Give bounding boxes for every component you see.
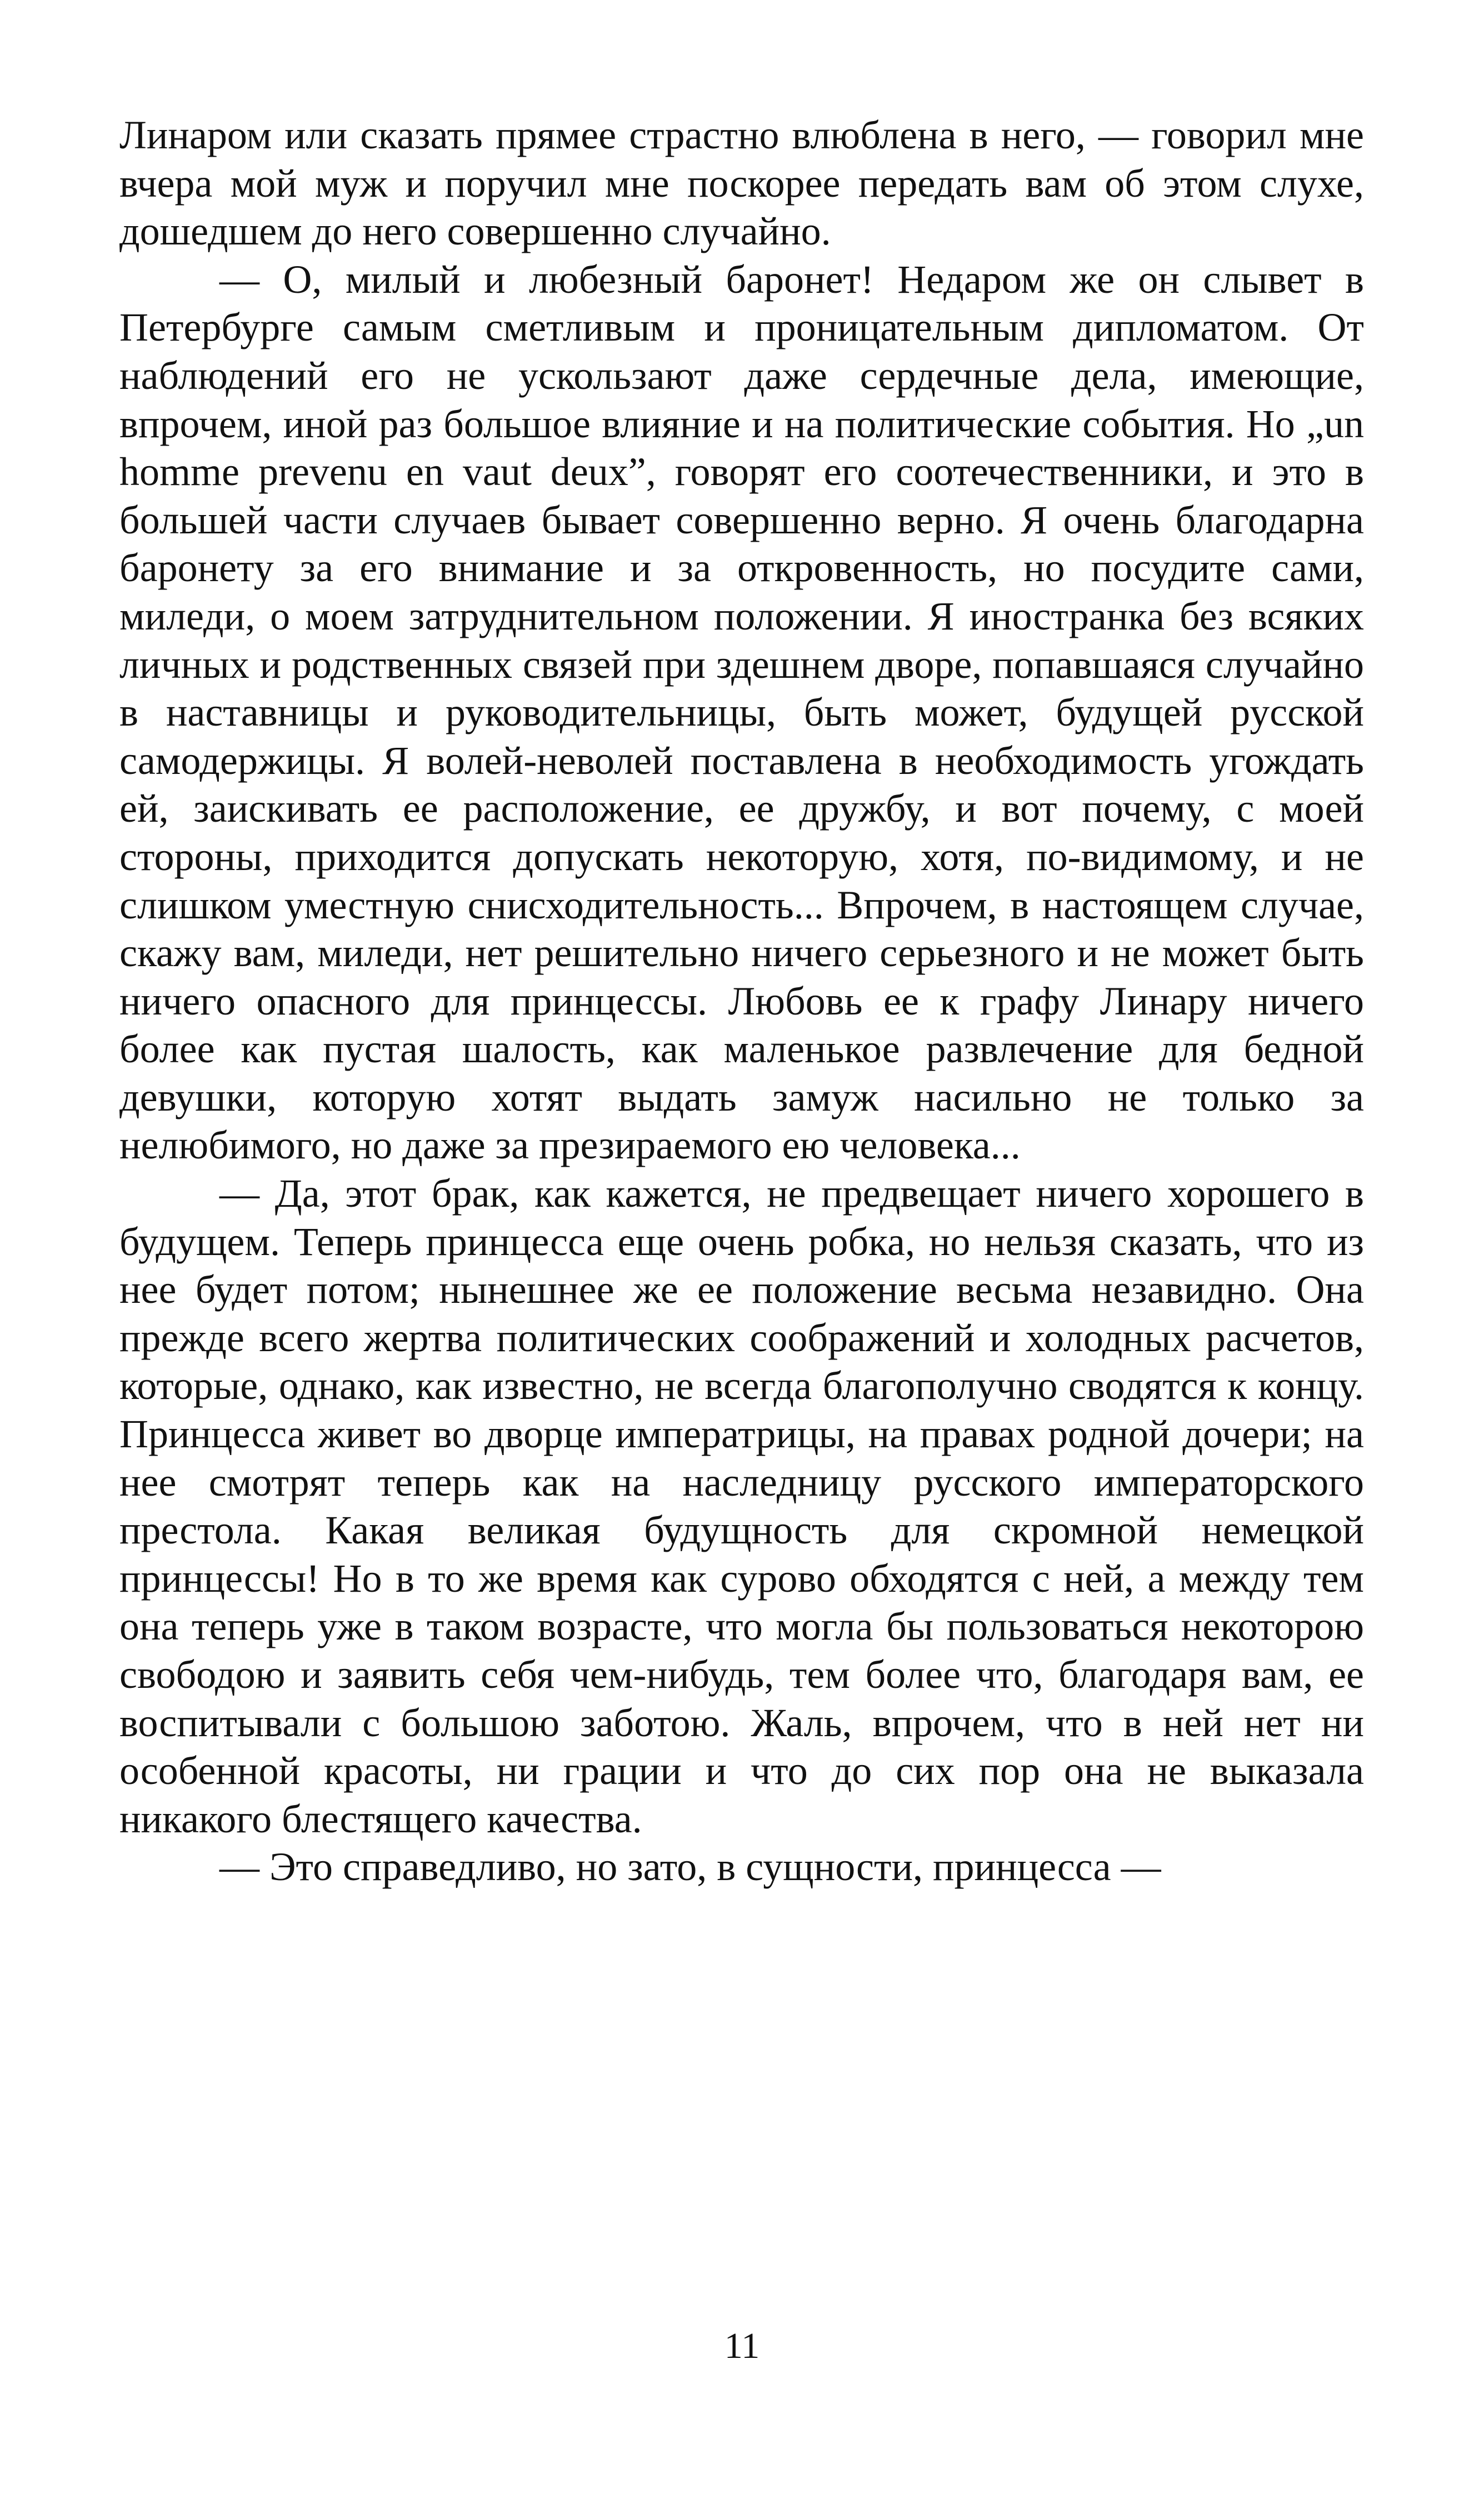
paragraph-3: — Да, этот брак, как кажется, не предвещает ничего хорошего в будущем. Теперь принцесса еще очень робка, но нельзя сказать, что из нее будет потом; нынешнее же ее положение весьма незавидно. Она прежде всего жертва политических соображений и холодных расчетов, которые, однако, как известно, не всегда благополучно сводятся к концу. Принцесса живет во дворце императрицы, на правах родной дочери; на нее смотрят теперь как на наследницу русского императорского престола. Какая великая будущность для скромной немецкой принцессы! Но в то же время как сурово обходятся с ней, а между тем она теперь уже в таком возрасте, что могла бы пользоваться некоторою свободою и заявить себя чем-нибудь, тем более что, благодаря вам, ее воспитывали с большою заботою. Жаль, впрочем, что в ней нет ни особенной красоты, ни грации и что до сих пор она не выказала никакого блестящего качества.	[119, 1171, 1364, 1841]
page-number: 11	[724, 2326, 760, 2366]
paragraph-1: Линаром или сказать прямее страстно влюблена в него, — говорил мне вчера мой муж и поручил мне поскорее передать вам об этом слухе, дошедшем до него совершенно случайно.	[119, 113, 1364, 254]
paragraph-2: — О, милый и любезный баронет! Недаром же он слывет в Петербурге самым сметливым и проницательным дипломатом. От наблюдений его не ускользают даже сердечные дела, имеющие, впрочем, иной раз большое влияние и на политические события. Но „un homme prevenu en vaut deux”, говорят его соотечественники, и это в большей части случаев бывает совершенно верно. Я очень благодарна баронету за его внимание и за откровенность, но посудите сами, миледи, о моем затруднительном положении. Я иностранка без всяких личных и родственных связей при здешнем дворе, попавшаяся случайно в наставницы и руководительницы, быть может, будущей русской самодержицы. Я волей-неволей поставлена в необходимость угождать ей, заискивать ее расположение, ее дружбу, и вот почему, с моей стороны, приходится допускать некоторую, хотя, по-видимому, и не слишком уместную снисходительность... Впрочем, в настоящем случае, скажу вам, миледи, нет решительно ничего серьезного и не может быть ничего опасного для принцессы. Любовь ее к графу Линару ничего более как пустая шалость, как маленькое развлечение для бедной девушки, которую хотят выдать замуж насильно не только за нелюбимого, но даже за презираемого ею человека...	[119, 257, 1364, 1168]
paragraph-4: — Это справедливо, но зато, в сущности, принцесса —	[219, 1845, 1161, 1890]
book-page-text	[119, 111, 1364, 2417]
